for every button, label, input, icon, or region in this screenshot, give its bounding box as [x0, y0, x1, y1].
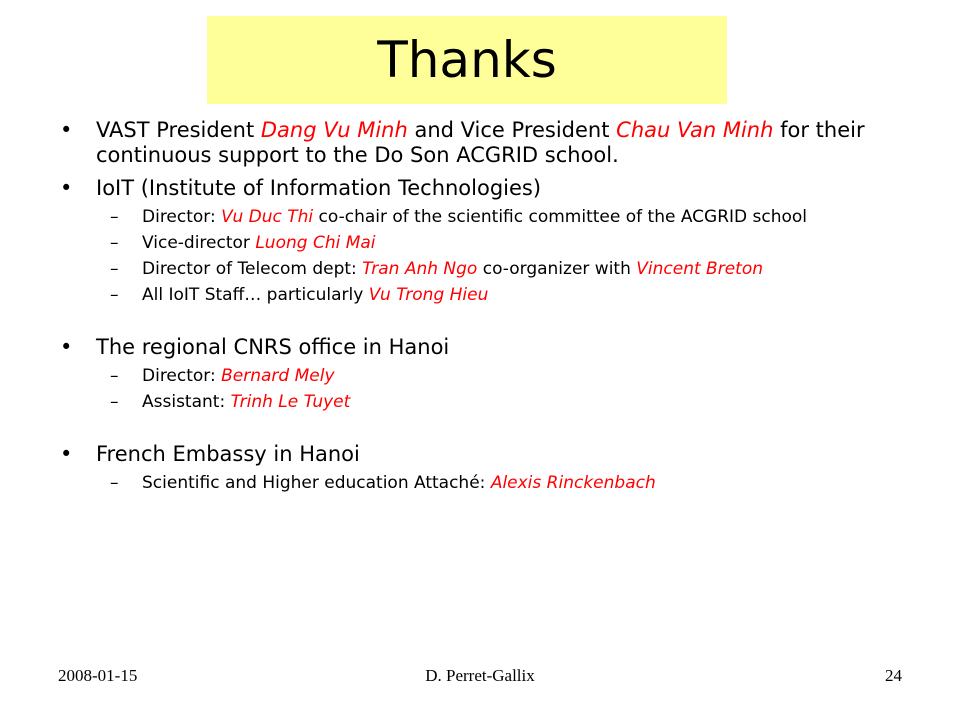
footer-date: 2008-01-15 [58, 666, 138, 685]
item-text: co-organizer with [477, 259, 637, 279]
dash-icon: – [110, 207, 119, 227]
person-name: Bernard Mely [221, 366, 335, 386]
ioit-item [60, 233, 930, 253]
item-text: Assistant: [142, 392, 231, 412]
person-name: Vu Trong Hieu [368, 285, 489, 305]
vast-text-pre: VAST President [96, 118, 261, 142]
bullet-ioit [60, 176, 930, 201]
title-box [207, 16, 727, 104]
person-name: Trinh Le Tuyet [230, 392, 351, 412]
dash-icon: – [110, 285, 119, 305]
dash-icon: – [110, 392, 119, 412]
item-text: Director: [142, 207, 222, 227]
ioit-heading: IoIT (Institute of Information Technologies) [96, 176, 542, 200]
item-text: Director of Telecom dept: [142, 259, 363, 279]
footer-author: D. Perret-Gallix [425, 666, 535, 685]
bullet-icon: • [60, 442, 73, 466]
cnrs-heading: The regional CNRS office in Hanoi [96, 335, 450, 359]
vast-text-mid: and Vice President [407, 118, 617, 142]
dash-icon: – [110, 233, 119, 253]
item-text: Scientific and Higher education Attaché: [142, 473, 491, 493]
person-name: Vu Duc Thi [221, 207, 314, 227]
ioit-item [60, 259, 930, 279]
vast-text-post: for their continuous support to the Do Son ACGRID school. [96, 118, 865, 167]
footer-page-number: 24 [885, 666, 902, 685]
item-text: Director: [142, 366, 222, 386]
embassy-item [60, 473, 930, 493]
person-name: Alexis Rinckenbach [490, 473, 656, 493]
bullet-icon: • [60, 335, 73, 359]
item-text: Vice-director [142, 233, 256, 253]
cnrs-item [60, 366, 930, 386]
ioit-item [60, 207, 930, 227]
dash-icon: – [110, 366, 119, 386]
item-text: All IoIT Staff… particularly [142, 285, 369, 305]
dash-icon: – [110, 259, 119, 279]
ioit-item [60, 285, 930, 305]
embassy-heading: French Embassy in Hanoi [96, 442, 360, 466]
bullet-icon: • [60, 176, 73, 200]
bullet-cnrs [60, 335, 930, 360]
slide-title: Thanks [377, 31, 557, 89]
dash-icon: – [110, 473, 119, 493]
cnrs-item [60, 392, 930, 412]
person-name: Luong Chi Mai [255, 233, 376, 253]
bullet-icon: • [60, 118, 73, 142]
vast-name-president: Dang Vu Minh [260, 118, 408, 142]
slide-content [60, 118, 930, 493]
item-text: co-chair of the scientific committee of the ACGRID school [313, 207, 808, 227]
vast-name-vice-president: Chau Van Minh [616, 118, 774, 142]
bullet-embassy [60, 442, 930, 467]
person-name: Tran Anh Ngo [362, 259, 478, 279]
person-name: Vincent Breton [636, 259, 764, 279]
bullet-vast [60, 118, 930, 168]
